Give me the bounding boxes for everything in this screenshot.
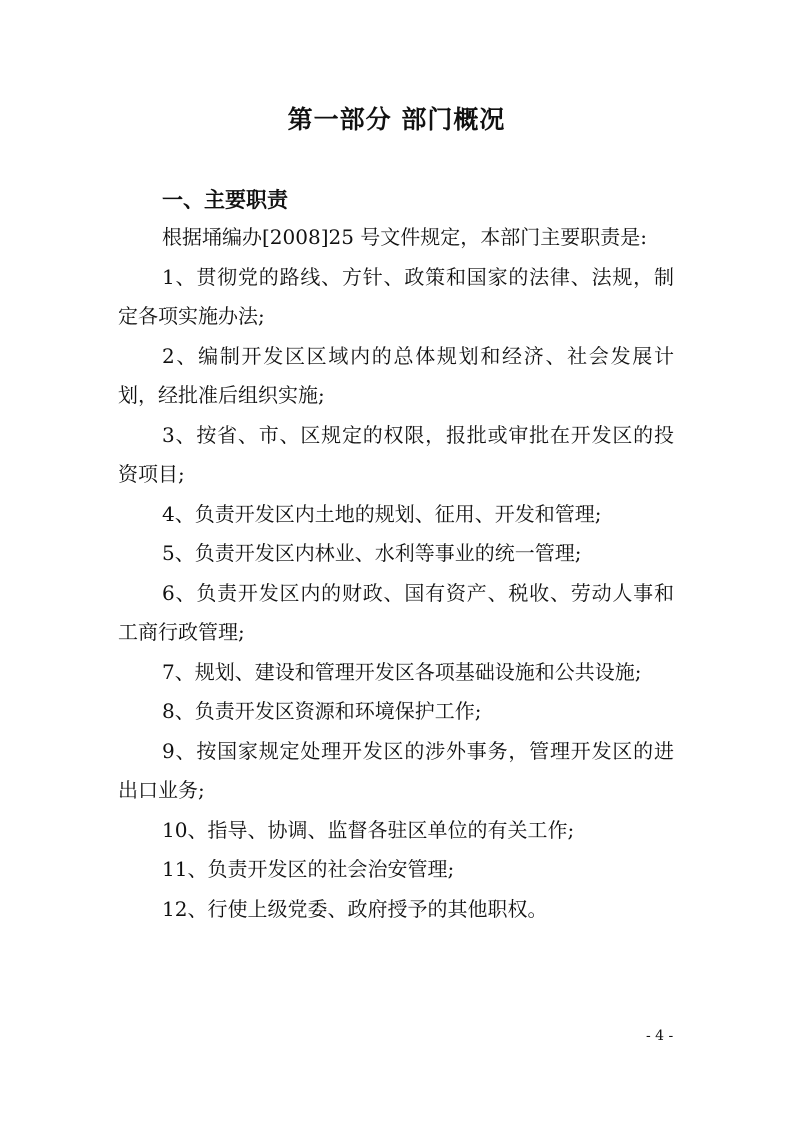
- paragraph-item-7: 7、规划、建设和管理开发区各项基础设施和公共设施;: [162, 659, 642, 684]
- paragraph-item-11: 11、负责开发区的社会治安管理;: [162, 857, 455, 881]
- section-heading: 一、主要职责: [162, 188, 288, 212]
- paragraph-item-6: 6、负责开发区内的财政、国有资产、税收、劳动人事和工商行政管理;: [118, 580, 674, 644]
- paragraph-item-12: 12、行使上级党委、政府授予的其他职权。: [162, 896, 548, 921]
- page-number: - 4 -: [646, 1028, 674, 1044]
- paragraph-item-3: 3、按省、市、区规定的权限，报批或审批在开发区的投资项目;: [118, 422, 674, 486]
- paragraph-item-4: 4、负责开发区内土地的规划、征用、开发和管理;: [162, 501, 602, 526]
- body-text: [118, 218, 674, 929]
- paragraph-item-8: 8、负责开发区资源和环境保护工作;: [162, 699, 482, 723]
- paragraph-item-9: 9、按国家规定处理开发区的涉外事务，管理开发区的进出口业务;: [118, 738, 674, 802]
- paragraph-item-1: 1、贯彻党的路线、方针、政策和国家的法律、法规，制定各项实施办法;: [118, 264, 674, 328]
- paragraph-item-5: 5、负责开发区内林业、水利等事业的统一管理;: [162, 541, 582, 565]
- paragraph-item-2: 2、编制开发区区域内的总体规划和经济、社会发展计划，经批准后组织实施;: [118, 343, 674, 407]
- page-title: 第一部分 部门概况: [287, 105, 506, 134]
- paragraph-intro: 根据埇编办[2008]25 号文件规定，本部门主要职责是:: [162, 225, 648, 249]
- paragraph-item-10: 10、指导、协调、监督各驻区单位的有关工作;: [162, 817, 575, 842]
